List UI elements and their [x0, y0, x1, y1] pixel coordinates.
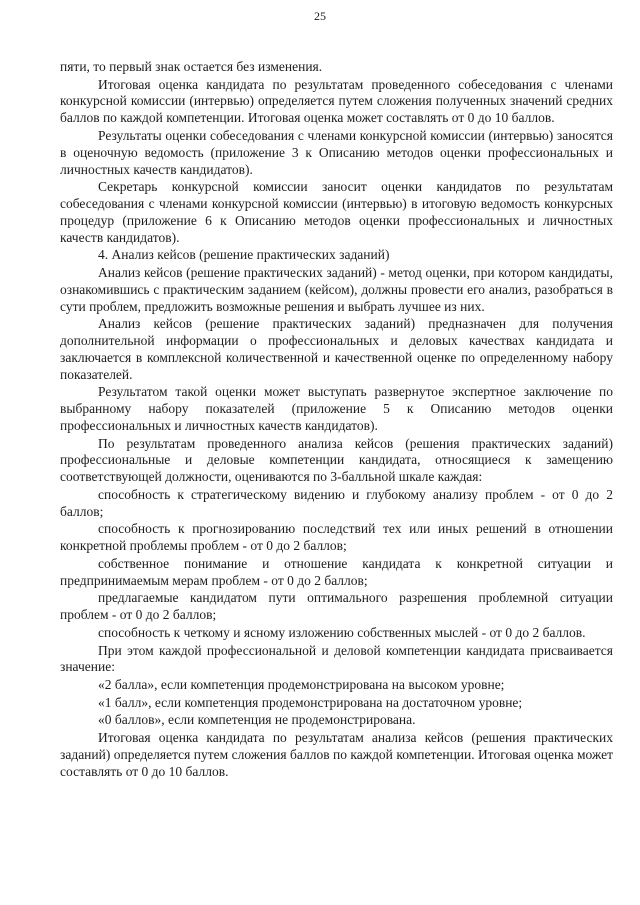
paragraph-assigned-value-intro: При этом каждой профессиональной и деловой компетенции кандидата присваивается значение: [60, 642, 613, 675]
list-item-resolution-paths: предлагаемые кандидатом пути оптимального разрешения проблемной ситуации проблем - от 0 до 2 баллов; [60, 590, 613, 623]
score-item-2-points: «2 балла», если компетенция продемонстрирована на высоком уровне; [98, 677, 505, 693]
page-number: 25 [314, 9, 326, 23]
list-item-strategic-vision: способность к стратегическому видению и глубокому анализу проблем - от 0 до 2 баллов; [60, 486, 613, 519]
document-body [60, 59, 613, 781]
paragraph-interview-total-score: Итоговая оценка кандидата по результатам проведенного собеседования с членами конкурсной комиссии (интервью) определяется путем сложения полученных значений средних баллов по каждой компетенции. Итоговая оценка может составлять от 0 до 10 баллов. [60, 76, 613, 126]
paragraph-case-analysis-definition: Анализ кейсов (решение практических заданий) - метод оценки, при котором кандидаты, ознакомившись с практическим заданием (кейсом), должны провести его анализ, разобраться в сути проблем, предложить возможные решения и выбрать лучшее из них. [60, 265, 613, 314]
paragraph-interview-results-sheet: Результаты оценки собеседования с членами конкурсной комиссии (интервью) заносятся в оценочную ведомость (приложение 3 к Описанию методов оценки профессиональных и личностных качеств кандидатов). [60, 127, 613, 177]
list-item-forecasting: способность к прогнозированию последствий тех или иных решений в отношении конкретной проблемы проблем - от 0 до 2 баллов; [60, 521, 613, 554]
paragraph-expert-conclusion: Результатом такой оценки может выступать развернутое экспертное заключение по выбранному набору показателей (приложение 5 к Описанию методов оценки профессиональных и личностных качеств кандидатов). [60, 384, 613, 433]
paragraph-case-analysis-purpose: Анализ кейсов (решение практических заданий) предназначен для получения дополнительной информации о профессиональных и деловых качествах кандидата и заключается в комплексной количественной и качественной оценке по определенному набору показателей. [60, 316, 613, 382]
score-item-0-points: «0 баллов», если компетенция не продемонстрирована. [98, 712, 416, 728]
paragraph-case-total-score: Итоговая оценка кандидата по результатам анализа кейсов (решения практических заданий) определяется путем сложения баллов по каждой компетенции. Итоговая оценка может составлять от 0 до 10 баллов. [60, 730, 613, 779]
list-item-own-understanding: собственное понимание и отношение кандидата к конкретной ситуации и предпринимаемым мерам проблем - от 0 до 2 баллов; [60, 555, 613, 588]
section-heading-case-analysis: 4. Анализ кейсов (решение практических заданий) [98, 247, 390, 263]
list-item-clear-expression: способность к четкому и ясному изложению собственных мыслей - от 0 до 2 баллов. [98, 624, 586, 640]
paragraph-continuation: пяти, то первый знак остается без изменения. [60, 59, 323, 74]
score-item-1-point: «1 балл», если компетенция продемонстрирована на достаточном уровне; [98, 694, 523, 710]
paragraph-scale-intro: По результатам проведенного анализа кейсов (решения практических заданий) профессиональные и деловые компетенции кандидата, относящиеся к замещению соответствующей должности, оцениваются по 3-балльной шкале каждая: [60, 435, 613, 485]
paragraph-secretary-final-sheet: Секретарь конкурсной комиссии заносит оценки кандидатов по результатам собеседования с членами конкурсной комиссии (интервью) в итоговую ведомость конкурсных процедур (приложение 6 к Описанию методов оценки профессиональных и личностных качеств кандидатов). [60, 179, 613, 245]
